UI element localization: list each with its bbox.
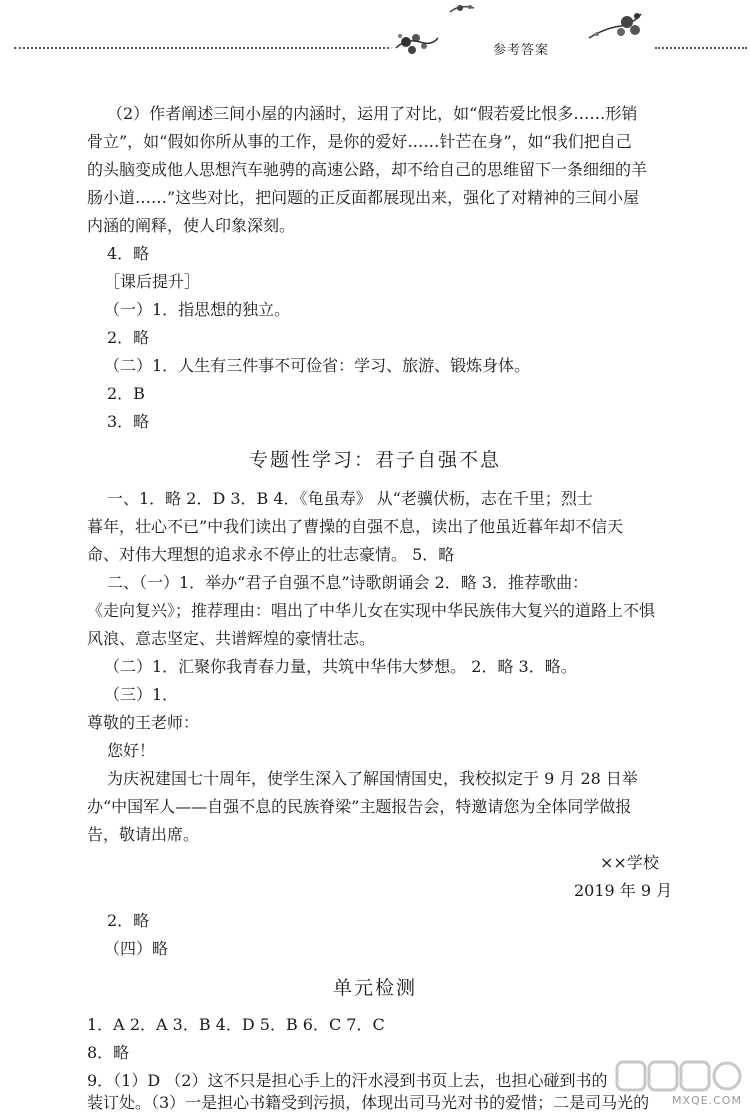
answer-line: （三）1． [104, 685, 179, 704]
watermark-text: MXQE.COM [672, 1094, 742, 1107]
letter-greeting: 您好！ [107, 741, 156, 760]
answer-part2-item3: 3．略 [107, 412, 150, 431]
letter-body-line: 办“中国军人——自强不息的民族脊梁”主题报告会，特邀请您为全体同学做报 [87, 797, 632, 816]
answer-line: 9．（1）D （2）这不只是担心手上的汗水浸到书页上去，也担心碰到书的 [87, 1071, 608, 1090]
letter-salutation: 尊敬的王老师： [87, 713, 200, 732]
answer-line: 二、（一）1．举办“君子自强不息”诗歌朗诵会 2．略 3．推荐歌曲： [107, 573, 589, 592]
section-heading-unit-test: 单元检测 [333, 977, 418, 999]
letter-date: 2019 年 9 月 [574, 881, 673, 900]
answer-item-2: 2．略 [107, 911, 150, 930]
answer-line: 风浪、意志坚定、共谱辉煌的豪情壮志。 [87, 629, 376, 648]
answer-line: （2）作者阐述三间小屋的内涵时，运用了对比，如“假若爱比恨多……形销 [107, 104, 638, 123]
letter-signature: ××学校 [600, 853, 659, 872]
answer-line: 肠小道……”这些对比，把问题的正反面都展现出来，强化了对精神的三间小屋 [87, 188, 640, 207]
answer-part4: （四）略 [104, 939, 169, 958]
answer-item-4: 4．略 [107, 244, 150, 263]
answer-line: 一、1．略 2．D 3．B 4．《龟虽寿》 从“老骥伏枥，志在千里；烈士 [107, 489, 593, 508]
answer-line: （二）1．汇聚你我青春力量，共筑中华伟大梦想。 2．略 3．略。 [104, 657, 577, 676]
answer-line: 命、对伟大理想的追求永不停止的壮志豪情。 5．略 [87, 545, 455, 564]
after-class-heading: ［课后提升］ [104, 272, 201, 291]
answer-part1-item1: （一）1．指思想的独立。 [104, 300, 291, 319]
letter-body-line: 告，敬请出席。 [87, 825, 200, 844]
answer-part2-item2: 2．B [107, 384, 145, 403]
section-heading: 专题性学习：君子自强不息 [249, 449, 502, 471]
header-title: 参考答案 [493, 43, 550, 58]
answer-part2-item1: （二）1．人生有三件事不可俭省：学习、旅游、锻炼身体。 [104, 356, 531, 375]
answer-line: 8．略 [87, 1043, 130, 1062]
answer-line: 1．A 2．A 3．B 4．D 5．B 6．C 7．C [87, 1015, 385, 1034]
answer-line: 骨立”，如“假如你所从事的工作，是你的爱好……针芒在身”，如“我们把自己 [87, 132, 632, 151]
answer-line: 暮年，壮心不已”中我们读出了曹操的自强不息，读出了他虽近暮年却不信天 [87, 517, 624, 536]
answer-line: 《走向复兴》；推荐理由：唱出了中华儿女在实现中华民族伟大复兴的道路上不惧 [87, 601, 656, 620]
answer-line: 的头脑变成他人思想汽车驰骋的高速公路，却不给自己的思维留下一条细细的羊 [87, 160, 648, 179]
answer-part1-item2: 2．略 [107, 328, 150, 347]
answer-line: 装订处。（3）一是担心书籍受到污损，体现出司马光对书的爱惜；二是司马光的 [87, 1093, 650, 1112]
answer-line: 内涵的阐释，使人印象深刻。 [87, 216, 296, 235]
letter-body-line: 为庆祝建国七十周年，使学生深入了解国情国史，我校拟定于 9 月 28 日举 [107, 769, 638, 788]
